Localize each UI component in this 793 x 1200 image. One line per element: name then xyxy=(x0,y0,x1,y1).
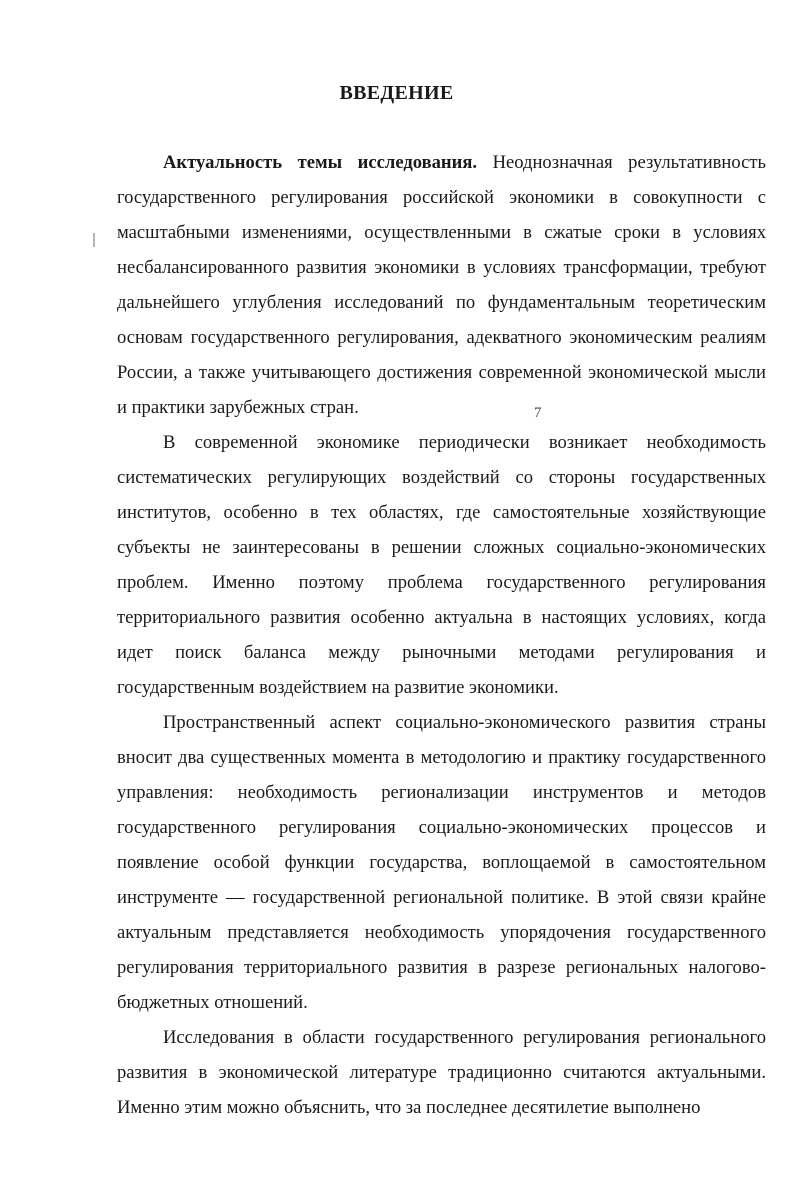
paragraph-research: Исследования в области государственного регулирования регионального развития в экономической литературе традиционно считаются актуальными. Именно этим можно объяснить, что за последнее десятилетие выполнено xyxy=(117,1027,766,1118)
paragraph-modern-economy: В современной экономике периодически возникает необходимость систематических регулирующих воздействий со стороны государственных институтов, особенно в тех областях, где самостоятельные хозяйствующие субъекты не заинтересованы в решении сложных социально-экономических проблем. Именно поэтому проблема государственного регулирования территориального развития особенно актуальна в настоящих условиях, когда идет поиск баланса между рыночными методами регулирования и государственным воздействием на развитие экономики. xyxy=(117,432,766,698)
page-title: ВВЕДЕНИЕ xyxy=(339,82,454,104)
paragraph-relevance xyxy=(117,145,766,425)
paragraph-lead: Актуальность темы исследования. xyxy=(163,152,478,173)
body-text xyxy=(117,145,766,1125)
paragraph-spatial-aspect: Пространственный аспект социально-экономического развития страны вносит два существенных момента в методологию и практику государственного управления: необходимость регионализации инструментов и методов государственного регулирования социально-экономических процессов и появление особой функции государства, воплощаемой в самостоятельном инструменте — государственной региональной политике. В этой связи крайне актуальным представляется необходимость упорядочения государственного регулирования территориального развития в разрезе региональных налогово-бюджетных отношений. xyxy=(117,712,766,1013)
stray-mark: 7 xyxy=(534,405,542,421)
paragraph-text: Неоднозначная результативность государственного регулирования российской экономики в совокупности с масштабными изменениями, осуществленными в сжатые сроки в условиях несбалансированного развития экономики в условиях трансформации, требуют дальнейшего углубления исследований по фундаментальным теоретическим основам государственного регулирования, адекватного экономическим реалиям России, а также учитывающего достижения современной экономической мысли и практики зарубежных стран. xyxy=(117,152,766,418)
scan-artifact xyxy=(93,233,95,247)
